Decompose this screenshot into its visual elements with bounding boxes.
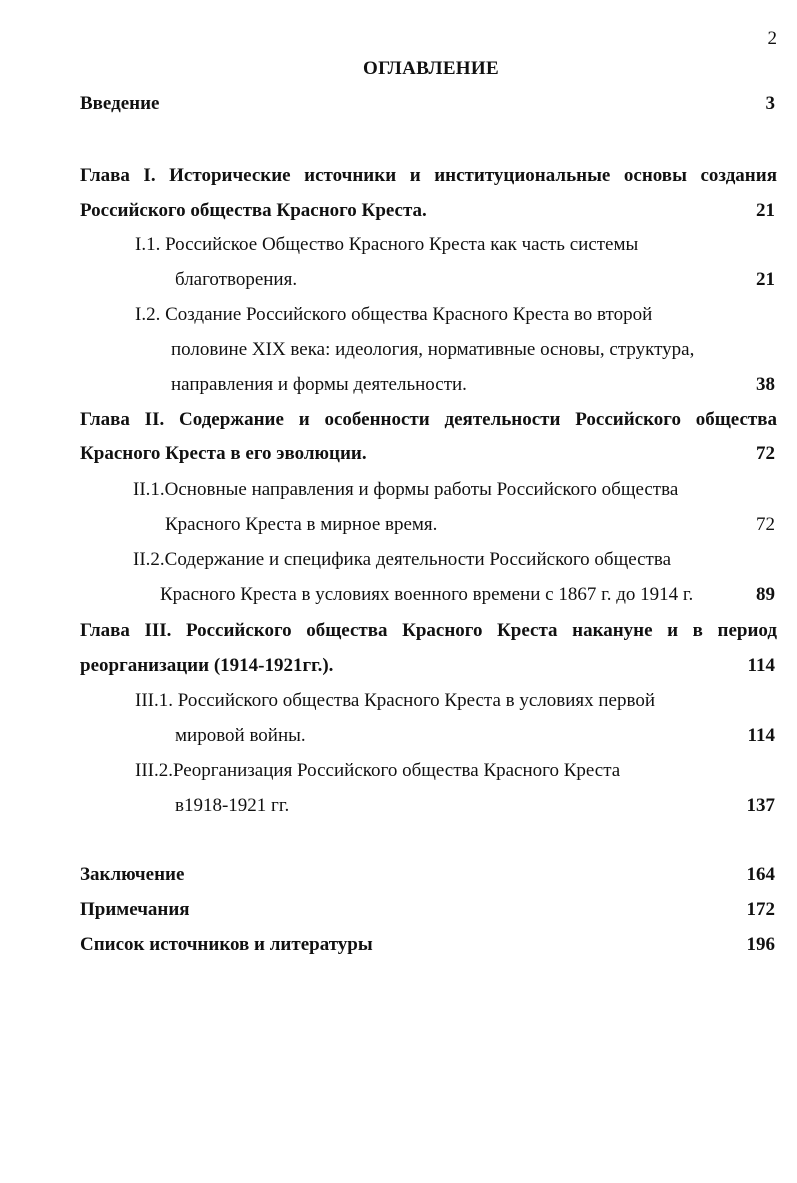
toc-ch3-s1-line1: III.1. Российского общества Красного Креста в условиях первой: [135, 690, 655, 711]
toc-ch1-s1-line1: I.1. Российское Общество Красного Креста как часть системы: [135, 234, 639, 255]
toc-sources-page: 196: [746, 934, 775, 955]
toc-ch1-line1: Глава I. Исторические источники и институциональные основы создания: [80, 165, 777, 186]
toc-intro-page: 3: [765, 93, 775, 114]
toc-ch2-s1-line2: Красного Креста в мирное время.: [165, 514, 438, 535]
toc-ch2-page: 72: [756, 443, 775, 464]
toc-ch2-s1-line1: II.1.Основные направления и формы работы Российского общества: [133, 479, 679, 500]
toc-ch3-s1-page: 114: [747, 725, 775, 746]
page-number: 2: [767, 28, 777, 49]
toc-ch1-s2-line1: I.2. Создание Российского общества Красного Креста во второй: [135, 304, 653, 325]
toc-ch3-s1-line2: мировой войны.: [175, 725, 306, 746]
toc-ch3-s2-line2: в1918-1921 гг.: [175, 795, 290, 816]
toc-ch1-s1-page: 21: [756, 269, 775, 290]
toc-ch3-s2-line1: III.2.Реорганизация Российского общества Красного Креста: [135, 760, 621, 781]
toc-ch3-line1: Глава III. Российского общества Красного Креста накануне и в период: [80, 620, 777, 641]
toc-ch2-line1: Глава II. Содержание и особенности деятельности Российского общества: [80, 409, 777, 430]
toc-ch2-s2-line1: II.2.Содержание и специфика деятельности Российского общества: [133, 549, 672, 570]
toc-ch1-page: 21: [756, 200, 775, 221]
toc-conclusion-label: Заключение: [80, 864, 185, 885]
toc-ch1-s2-page: 38: [756, 374, 775, 395]
toc-ch3-s2-page: 137: [746, 795, 775, 816]
toc-ch1-line2: Российского общества Красного Креста.: [80, 200, 427, 221]
toc-intro-label: Введение: [80, 93, 160, 114]
toc-ch2-s2-page: 89: [756, 584, 775, 605]
toc-notes-label: Примечания: [80, 899, 190, 920]
toc-conclusion-page: 164: [746, 864, 775, 885]
toc-ch2-s2-line2: Красного Креста в условиях военного времени с 1867 г. до 1914 г.: [160, 584, 694, 605]
toc-ch3-page: 114: [747, 655, 775, 676]
toc-ch1-s1-line2: благотворения.: [175, 269, 298, 290]
toc-sources-label: Список источников и литературы: [80, 934, 373, 955]
toc-ch1-s2-line3: направления и формы деятельности.: [171, 374, 467, 395]
toc-ch2-line2: Красного Креста в его эволюции.: [80, 443, 367, 464]
toc-notes-page: 172: [746, 899, 775, 920]
toc-ch1-s2-line2: половине XIX века: идеология, нормативные основы, структура,: [171, 339, 695, 360]
toc-ch3-line2: реорганизации (1914-1921гг.).: [80, 655, 334, 676]
page-title: ОГЛАВЛЕНИЕ: [363, 58, 499, 79]
toc-ch2-s1-page: 72: [756, 514, 775, 535]
